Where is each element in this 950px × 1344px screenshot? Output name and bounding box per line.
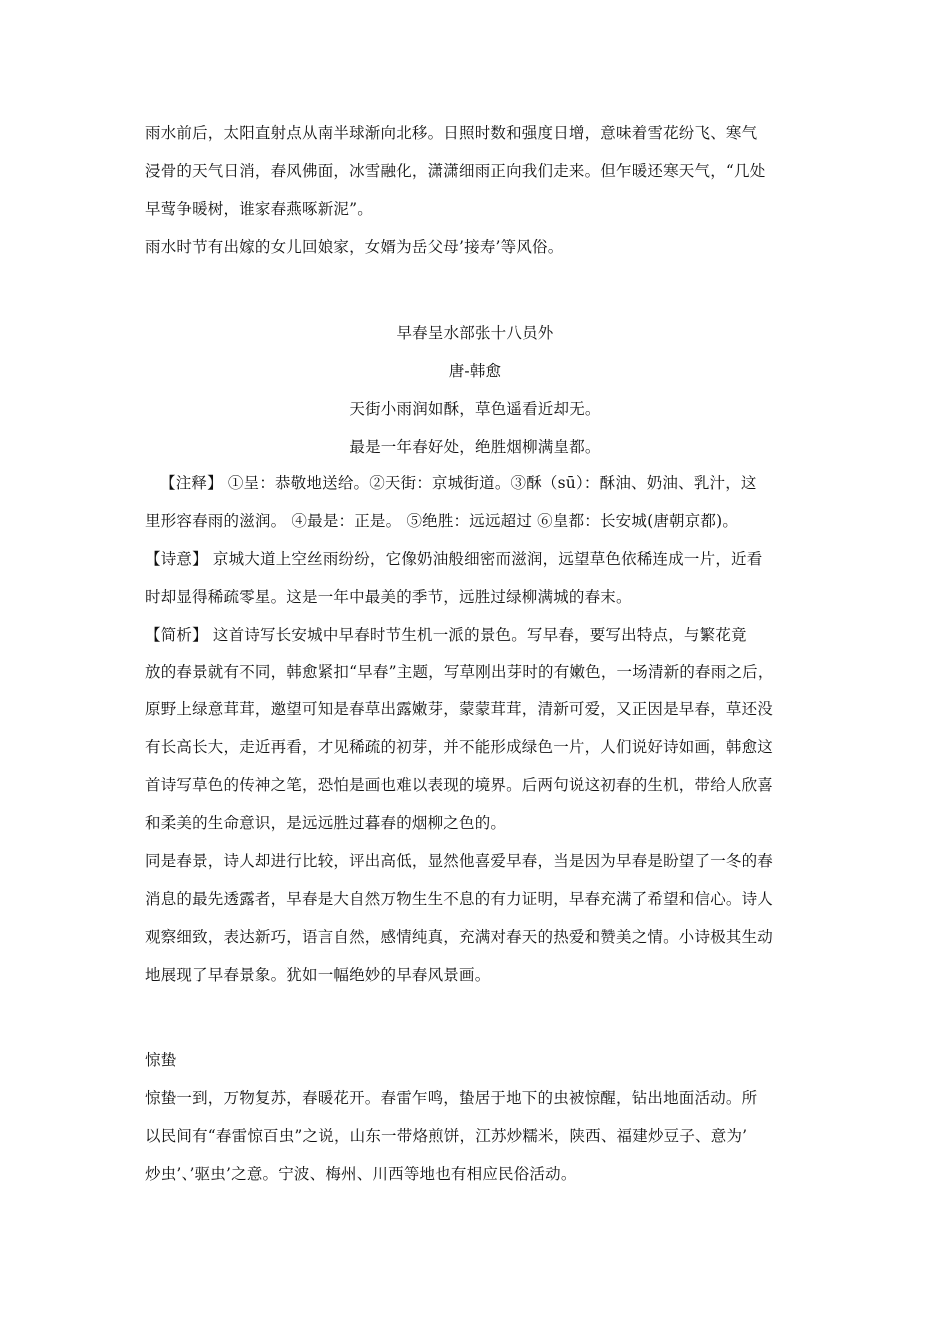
meaning-line-1: 【诗意】 京城大道上空丝雨纷纷，它像奶油般细密而滋润，远望草色依稀连成一片，近看 xyxy=(145,550,763,568)
analysis-line-1: 【简析】 这首诗写长安城中早春时节生机一派的景色。写早春，要写出特点，与繁花竟 xyxy=(145,626,747,644)
annotation-line-2: 里形容春雨的滋润。 ④最是：正是。 ⑤绝胜：远远超过 ⑥皇都：长安城(唐朝京都)。 xyxy=(145,512,739,530)
meaning-line-2: 时却显得稀疏零星。这是一年中最美的季节，远胜过绿柳满城的春末。 xyxy=(145,588,632,606)
poem-title: 早春呈水部张十八员外 xyxy=(396,324,554,342)
poem-verse-1: 天街小雨润如酥，草色遥看近却无。 xyxy=(349,400,601,418)
yushui-line-3: 早莺争暖树，谁家春燕啄新泥”。 xyxy=(145,200,373,218)
analysis-line-3: 原野上绿意茸茸，邀望可知是春草出露嫩芽，蒙蒙茸茸，清新可爱，又正因是早春，草还没 xyxy=(145,700,774,718)
poem-author: 唐-韩愈 xyxy=(448,362,502,380)
analysis-line-6: 和柔美的生命意识，是远远胜过暮春的烟柳之色的。 xyxy=(145,814,507,832)
yushui-line-1: 雨水前后，太阳直射点从南半球渐向北移。日照时数和强度日增，意味着雪花纷飞、寒气 xyxy=(145,124,758,142)
analysis-line-5: 首诗写草色的传神之笔，恐怕是画也难以表现的境界。后两句说这初春的生机，带给人欣喜 xyxy=(145,776,774,794)
analysis-line-7: 同是春景，诗人却进行比较，评出高低，显然他喜爱早春，当是因为早春是盼望了一冬的春 xyxy=(145,852,774,870)
jingzhe-heading: 惊蛰 xyxy=(145,1051,177,1069)
jingzhe-line-1: 惊蛰一到，万物复苏，春暖花开。春雷乍鸣，蛰居于地下的虫被惊醒，钻出地面活动。所 xyxy=(145,1089,758,1107)
analysis-line-4: 有长高长大，走近再看，才见稀疏的初芽，并不能形成绿色一片，人们说好诗如画，韩愈这 xyxy=(145,738,774,756)
jingzhe-line-3: 炒虫’、’驱虫’之意。宁波、梅州、川西等地也有相应民俗活动。 xyxy=(145,1165,577,1183)
poem-verse-2: 最是一年春好处，绝胜烟柳满皇都。 xyxy=(349,438,601,456)
analysis-line-9: 观察细致，表达新巧，语言自然，感情纯真，充满对春天的热爱和赞美之情。小诗极其生动 xyxy=(145,928,774,946)
analysis-line-10: 地展现了早春景象。犹如一幅绝妙的早春风景画。 xyxy=(145,966,491,984)
analysis-line-8: 消息的最先透露者，早春是大自然万物生生不息的有力证明，早春充满了希望和信心。诗人 xyxy=(145,890,774,908)
jingzhe-line-2: 以民间有“春雷惊百虫”之说，山东一带烙煎饼，江苏炒糯米，陕西、福建炒豆子、意为’ xyxy=(145,1127,748,1145)
yushui-line-2: 浸骨的天气日消，春风佛面，冰雪融化，潇潇细雨正向我们走来。但乍暖还寒天气，“几处 xyxy=(145,162,766,180)
annotation-line-1: 【注释】 ①呈：恭敬地送给。②天街：京城街道。③酥（sū）：酥油、奶油、乳汁，这 xyxy=(160,474,757,492)
yushui-line-4: 雨水时节有出嫁的女儿回娘家，女婿为岳父母’接寿’等风俗。 xyxy=(145,238,564,256)
analysis-line-2: 放的春景就有不同，韩愈紧扣“早春”主题，写草刚出芽时的有嫩色，一场清新的春雨之后， xyxy=(145,663,774,681)
